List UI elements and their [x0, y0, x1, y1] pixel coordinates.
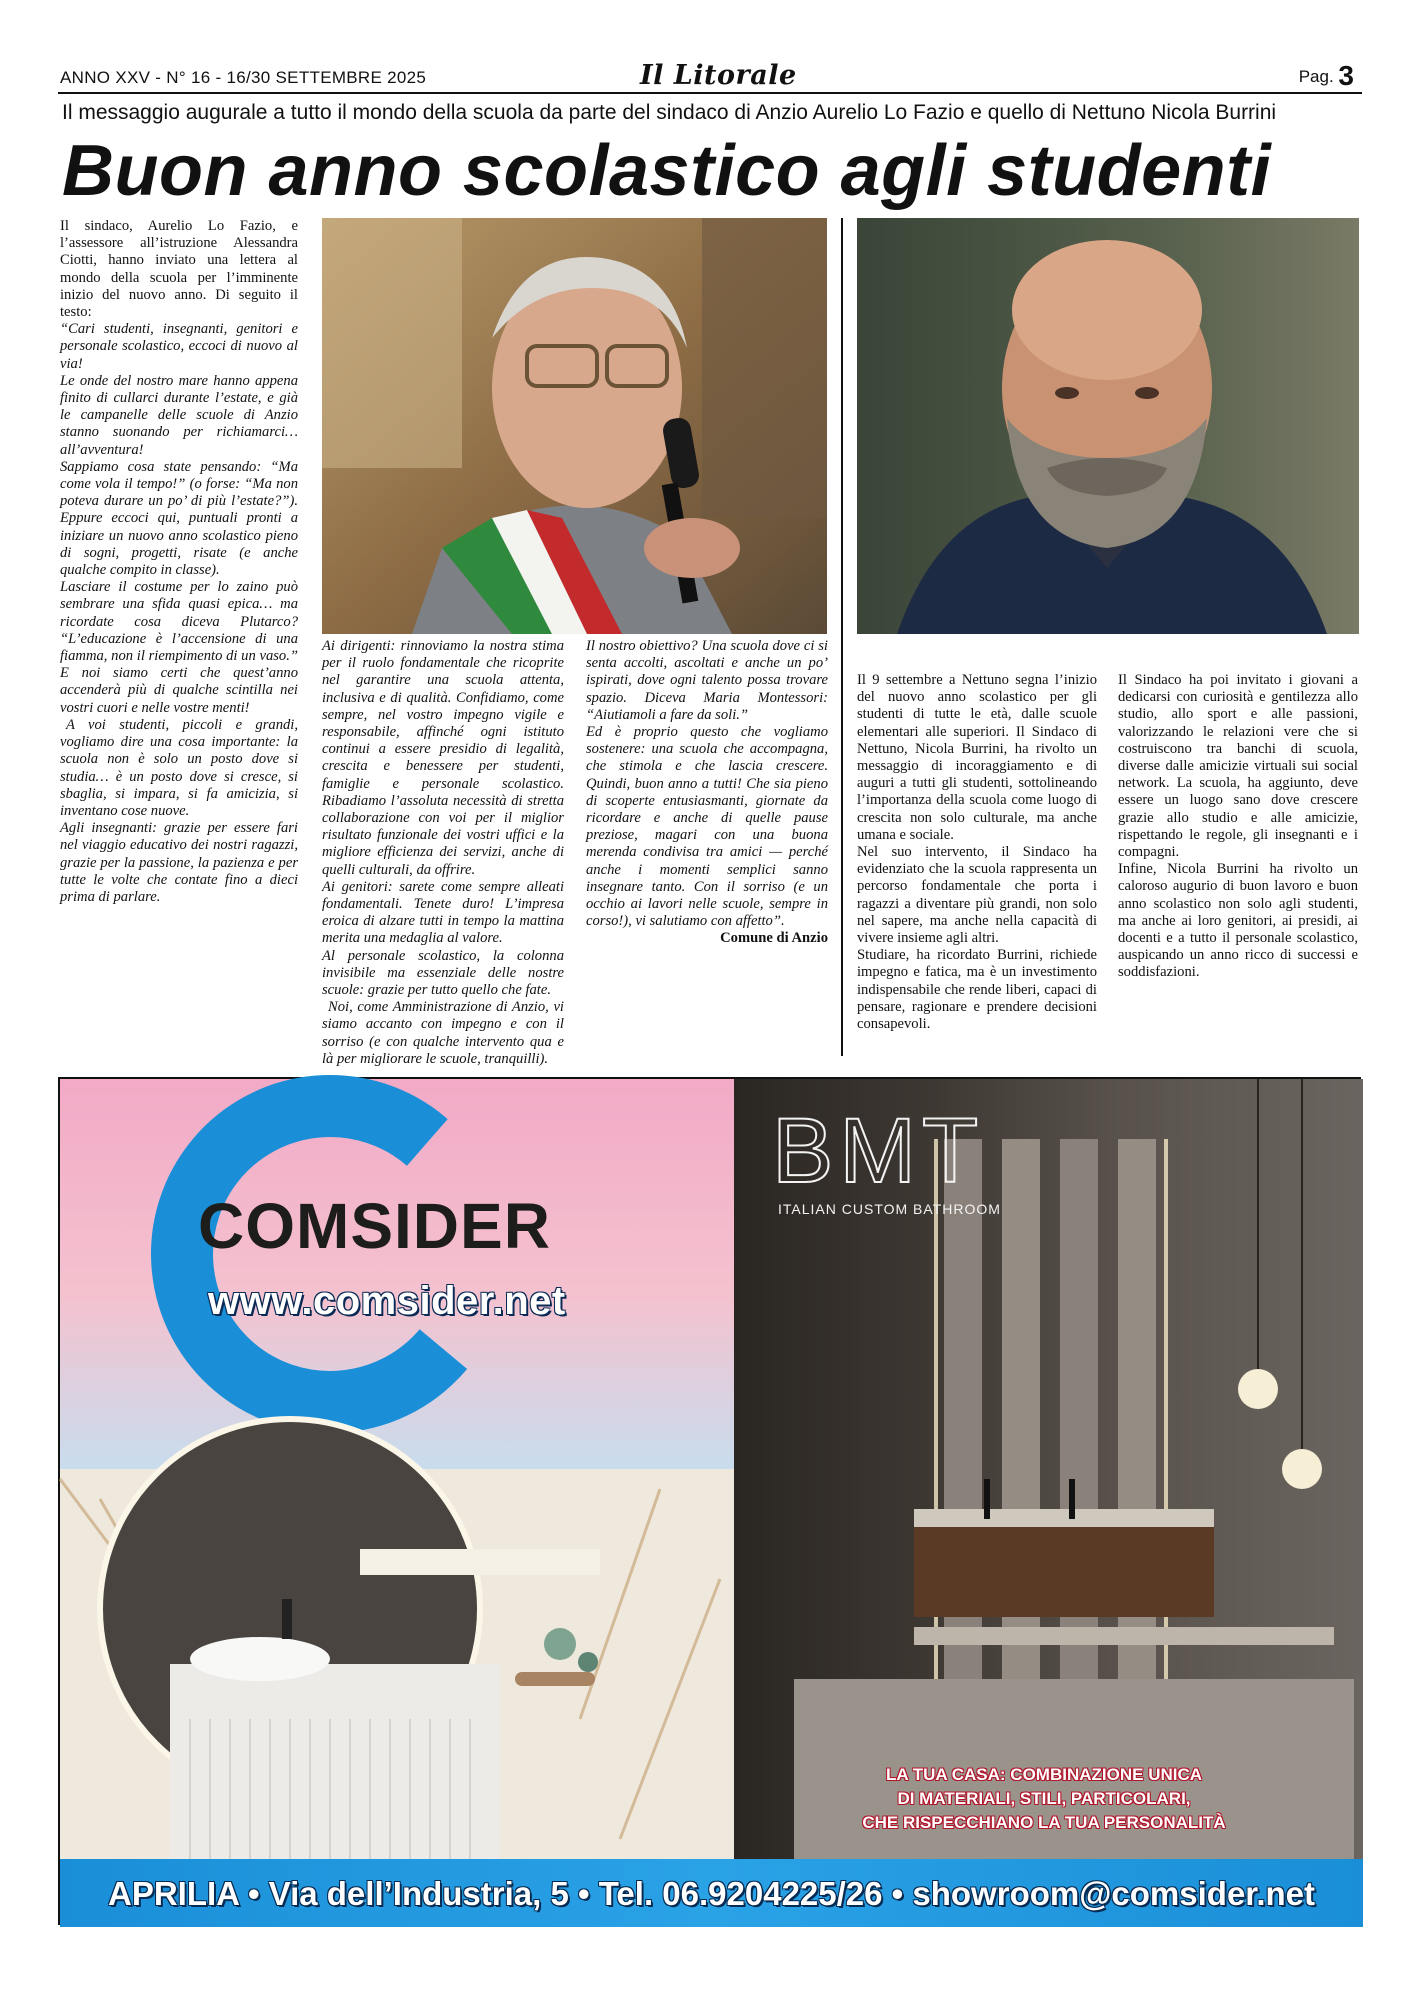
- bmt-logo: BMT: [772, 1100, 985, 1202]
- anzio-p5: A voi studenti, piccoli e grandi, vogliamo dire una cosa importante: la scuola non è solo un posto dove si studia… è un posto dove si cresce, si sbaglia, si impara, si fa amicizia, si inventano cose nuove.: [60, 716, 298, 819]
- anzio-signature: Comune di Anzio: [720, 930, 828, 947]
- anzio-p6: Agli insegnanti: grazie per essere fari nel viaggio educativo dei nostri ragazzi, grazie per la passione, la pazienza e per tutte le volte che contate fino a dieci prima di parlare.: [60, 820, 298, 905]
- article-subtitle: Il messaggio augurale a tutto il mondo della scuola da parte del sindaco di Anzio Aurelio Lo Fazio e quello di Nettuno Nicola Burrini: [62, 101, 1277, 124]
- nettuno-p3: Studiare, ha ricordato Burrini, richiede impegno e fatica, ma è un investimento indispensabile che rende liberi, capaci di pensare, ragionare e prendere decisioni consapevoli.: [857, 947, 1097, 1033]
- nettuno-p1: Il 9 settembre a Nettuno segna l’inizio del nuovo anno scolastico per gli studenti di tutte le età, dalle scuole elementari alle superiori. Il Sindaco di Nettuno, Nicola Burrini, ha rivolto un messaggio di incoraggiamento e di auguri a tutti gli studenti, sottolineando l’importanza della scuola come luogo di crescita non solo culturale, ma anche umana e sociale.: [857, 672, 1097, 843]
- nettuno-column-1: [857, 672, 1097, 1052]
- anzio-p9: Al personale scolastico, la colonna invisibile ma essenziale delle nostre scuole: grazie per tutto quello che fate.: [322, 947, 564, 999]
- nettuno-p4: Il Sindaco ha poi invitato i giovani a dedicarsi con curiosità e gentilezza allo studio, allo sport e alle passioni, valorizzando le relazioni vere che si costruiscono tra banchi di scuola, diverse dalle amicizie virtuali sui social network. La scuola, ha aggiunto, deve essere un luogo sano dove crescere grazie allo studio e alle amicizie, rispettando le regole, gli insegnanti e i compagni.: [1118, 672, 1358, 861]
- nettuno-p5: Infine, Nicola Burrini ha rivolto un caloroso augurio di buon lavoro e buon anno scolastico non solo agli studenti, ma anche ai loro genitori, ai presidi, ai docenti e a tutto il personale scolastico, auspicando un anno ricco di successi e soddisfazioni.: [1118, 861, 1358, 981]
- nettuno-column-2: [1118, 672, 1358, 1052]
- header-divider: [58, 92, 1362, 94]
- ad-right-panel: [734, 1079, 1363, 1859]
- column-divider: [841, 218, 843, 1056]
- article-headline: Buon anno scolastico agli studenti: [62, 131, 1272, 211]
- anzio-intro: Il sindaco, Aurelio Lo Fazio, e l’assessore all’istruzione Alessandra Ciotti, hanno inviato una lettera al mondo della scuola per l’imminente inizio del nuovo anno. Di seguito il testo:: [60, 218, 298, 321]
- anzio-p8: Ai genitori: sarete come sempre alleati fondamentali. Tenete duro! L’impresa eroica di alzare tutti in tempo la mattina merita una medaglia al valore.: [322, 878, 564, 947]
- lofazio-photo: [322, 218, 827, 634]
- ad-contact-info[interactable]: APRILIA • Via dell’Industria, 5 • Tel. 06.9204225/26 • showroom@comsider.net: [108, 1875, 1315, 1912]
- burrini-photo-illustration: [857, 218, 1359, 634]
- page-number-value: 3: [1338, 60, 1354, 91]
- comsider-brand: COMSIDER: [198, 1190, 551, 1262]
- anzio-p12: Ed è proprio questo che vogliamo sostenere: una scuola che accompagna, che stimola e che lascia crescere. Quindi, buon anno a tutti! Che sia pieno di scoperte entusiasmanti, giornate da ricordare e anche di quelle pause preziose, magari con una buona merenda condivisa tra amici — perché anche i momenti semplici sanno insegnare tanto. Con il sorriso (e un occhio ai lavori nelle scuole, sempre in corso!), vi salutiamo con affetto”.: [586, 724, 828, 930]
- anzio-p4: Lasciare il costume per lo zaino può sembrare una sfida quasi epica… ma ricordate cosa diceva Plutarco? “L’educazione è l’accensione di una fiamma, non il riempimento di un vaso.” E noi siamo certi che quest’anno accenderà più di qualche scintilla nei vostri cuori e nelle vostre menti!: [60, 579, 298, 716]
- page-label: Pag.: [1298, 67, 1334, 86]
- anzio-column-3: [586, 638, 828, 1052]
- comsider-website-link[interactable]: www.comsider.net: [208, 1279, 566, 1323]
- anzio-column-2: [322, 638, 564, 1067]
- burrini-photo: [857, 218, 1359, 634]
- bmt-tagline: ITALIAN CUSTOM BATHROOM: [778, 1201, 1001, 1217]
- anzio-p1: “Cari studenti, insegnanti, genitori e personale scolastico, eccoci di nuovo al via!: [60, 321, 298, 372]
- anzio-p3: Sappiamo cosa state pensando: “Ma come vola il tempo!” (o forse: “Ma non poteva durare un po’ di più l’estate?”). Eppure eccoci qui, puntuali pronti a iniziare un nuovo anno scolastico pieno di sogni, progetti, risate (e anche qualche compito in classe).: [60, 458, 298, 579]
- newspaper-logo: Il Litorale: [640, 60, 797, 91]
- ad-slogan-line-1: LA TUA CASA: COMBINAZIONE UNICA: [885, 1765, 1203, 1784]
- ad-slogan: [834, 1763, 1254, 1835]
- lofazio-photo-illustration: [322, 218, 827, 634]
- page-number: [1299, 60, 1354, 92]
- ad-slogan-line-3: CHE RISPECCHIANO LA TUA PERSONALITÀ: [862, 1813, 1226, 1832]
- ad-slogan-line-2: DI MATERIALI, STILI, PARTICOLARI,: [897, 1789, 1191, 1808]
- nettuno-p2: Nel suo intervento, il Sindaco ha evidenziato che la scuola rappresenta un percorso fondamentale che porta i ragazzi a diventare più grandi, non solo nel sapere, ma anche nella capacità di vivere insieme agli altri.: [857, 844, 1097, 947]
- anzio-column-1: [60, 218, 298, 1048]
- issue-info: ANNO XXV - N° 16 - 16/30 SETTEMBRE 2025: [60, 68, 427, 87]
- anzio-p7: Ai dirigenti: rinnoviamo la nostra stima per il ruolo fondamentale che ricoprite nel garantire una scuola attenta, inclusiva e di qualità. Confidiamo, come sempre, nel vostro impegno vigile e responsabile, affinché ogni istituto continui a essere presidio di legalità, crescita e benessere per studenti, famiglie e personale scolastico. Ribadiamo l’assoluta necessità di stretta collaborazione con voi per il miglior risultato funzionale dei vostri uffici e la migliore efficienza dei servizi, anche di quelli culturali, da offrire.: [322, 638, 564, 878]
- anzio-p11: Il nostro obiettivo? Una scuola dove ci si senta accolti, ascoltati e anche un po’ ispirati, dove ogni talento possa trovare spazio. Diceva Maria Montessori: “Aiutiamoli a fare da soli.”: [586, 638, 828, 723]
- anzio-p2: Le onde del nostro mare hanno appena finito di cullarci durante l’estate, e già le campanelle delle scuole di Anzio stanno suonando per richiamarci… all’avventura!: [60, 372, 298, 458]
- ad-left-panel: [60, 1079, 734, 1859]
- anzio-p10: Noi, come Amministrazione di Anzio, vi siamo accanto con impegno e con il sorriso (e con qualche intervento qua e là per migliorare le scuole, tranquilli).: [322, 999, 564, 1067]
- comsider-advertisement[interactable]: [58, 1077, 1361, 1925]
